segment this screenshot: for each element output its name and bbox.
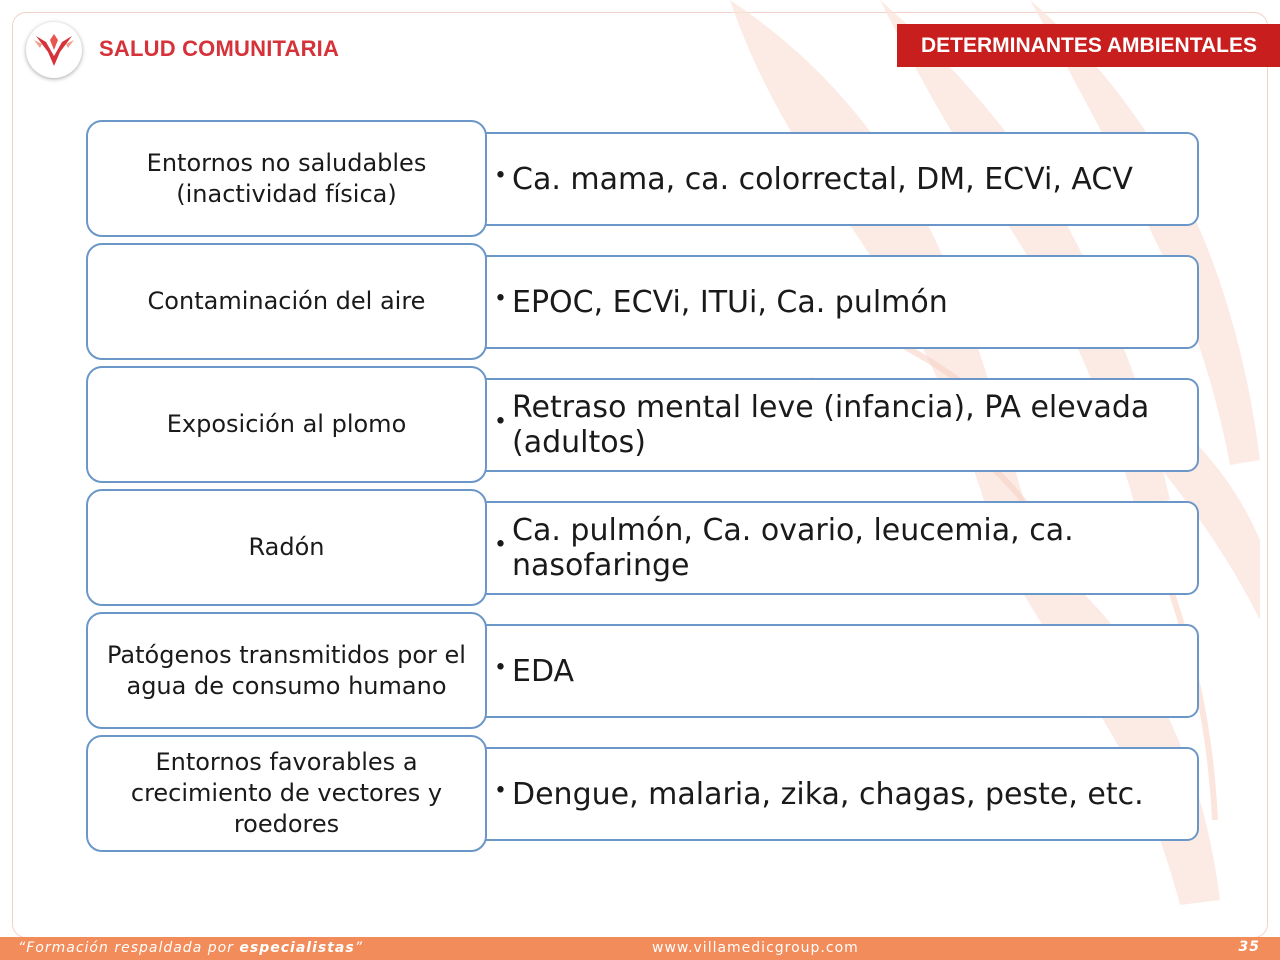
detail-text: Ca. mama, ca. colorrectal, DM, ECVi, ACV (512, 161, 1133, 197)
detail-text: Dengue, malaria, zika, chagas, peste, etc. (512, 776, 1144, 812)
footer-slogan (18, 940, 363, 956)
bullet-icon: • (494, 409, 507, 435)
bullet-icon: • (494, 286, 507, 312)
page-number: 35 (1238, 939, 1260, 955)
bullet-icon: • (494, 655, 507, 681)
determinant-row (86, 120, 1200, 240)
determinant-label: Entornos favorables a crecimiento de vectores y roedores (86, 735, 487, 852)
bullet-icon: • (494, 778, 507, 804)
detail-box (446, 624, 1199, 718)
detail-box (446, 255, 1199, 349)
detail-text: Retraso mental leve (infancia), PA elevada (adultos) (512, 390, 1150, 460)
detail-box (446, 132, 1199, 226)
determinant-row (86, 735, 1200, 855)
determinant-label: Patógenos transmitidos por el agua de consumo humano (86, 612, 487, 729)
brand-title: SALUD COMUNITARIA (99, 36, 340, 61)
footer-bar (0, 937, 1280, 960)
detail-text: EPOC, ECVi, ITUi, Ca. pulmón (512, 284, 948, 320)
determinant-row (86, 612, 1200, 732)
determinant-label: Exposición al plomo (86, 366, 487, 483)
determinant-label: Contaminación del aire (86, 243, 487, 360)
slogan-prefix: “Formación respaldada por (18, 940, 240, 956)
footer-website-link[interactable]: www.villamedicgroup.com (652, 940, 859, 956)
slogan-emphasis: especialistas (239, 940, 355, 956)
slogan-suffix: ” (354, 940, 363, 956)
bullet-icon: • (494, 163, 507, 189)
detail-box (446, 501, 1199, 595)
detail-text: Ca. pulmón, Ca. ovario, leucemia, ca. nasofaringe (512, 513, 1074, 583)
detail-box (446, 378, 1199, 472)
determinant-label: Entornos no saludables (inactividad física) (86, 120, 487, 237)
determinant-row (86, 243, 1200, 363)
determinant-row (86, 366, 1200, 486)
detail-box (446, 747, 1199, 841)
section-badge: DETERMINANTES AMBIENTALES (897, 24, 1280, 67)
determinant-label: Radón (86, 489, 487, 606)
determinant-row (86, 489, 1200, 609)
bullet-icon: • (494, 532, 507, 558)
detail-text: EDA (512, 653, 575, 689)
